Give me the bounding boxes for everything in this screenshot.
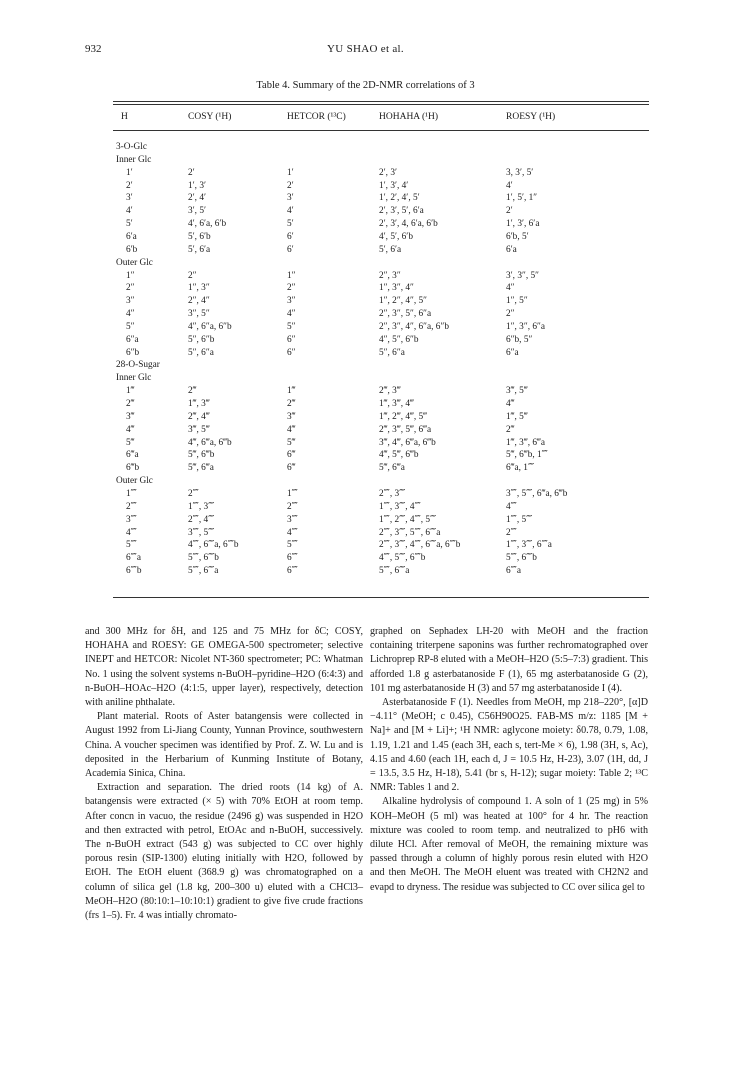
table-cell: 1⁗, 3⁗, 4⁗ <box>379 501 421 512</box>
table-cell: 2′ <box>188 167 195 178</box>
table-cell: 2′ <box>287 180 294 191</box>
table-row-label: 1′ <box>126 167 133 178</box>
table-cell: 5⁗ <box>287 540 298 551</box>
table-cell: 1′, 2′, 4′, 5′ <box>379 193 420 204</box>
table-row-label: 5‴ <box>126 437 135 448</box>
table-cell: 1‴, 3‴ <box>188 399 210 409</box>
table-cell: 2⁗, 3⁗ <box>379 488 406 499</box>
paragraph: Plant material. Roots of Aster batangensis were collected in August 1992 from Li-Jiang County, Yunnan Province, southwestern China. A voucher specimen was identified by Prof. Z. W. Lu and is deposited in the Herbarium of Kunming Institute of Botany, Academia Sinica, China. <box>85 711 363 780</box>
table-cell: 3′, 3″, 5″ <box>506 270 540 281</box>
table-cell: 5‴, 6‴a <box>379 463 405 474</box>
table-cell: 2‴, 4‴ <box>188 411 210 422</box>
table-cell: 1⁗, 5⁗ <box>506 514 533 525</box>
table-row-label: 6⁗b <box>126 566 142 577</box>
table-cell: 6″b, 5″ <box>506 334 533 345</box>
table-cell: 4‴, 6‴a, 6‴b <box>188 437 232 448</box>
table-cell: 2′, 3′, 4, 6′a, 6′b <box>379 219 438 230</box>
table-group-label: Outer Glc <box>116 476 153 487</box>
table-cell: 6‴ <box>287 463 296 474</box>
table-cell: 5′, 6′a <box>379 244 402 255</box>
table-row-label: 1″ <box>126 270 135 281</box>
table-row-label: 2′ <box>126 180 133 191</box>
table-cell: 3″ <box>287 296 296 307</box>
table-top-rule-2 <box>113 104 649 105</box>
table-cell: 6‴ <box>287 450 296 461</box>
table-cell: 5′ <box>287 219 294 230</box>
paragraph: graphed on Sephadex LH-20 with MeOH and the fraction containing triterpene saponins was further rechromatographed over Lichroprep RP-8 eluted with a MeOH–H2O (5:5–7:3) gradient. This afforded 1.8 g asterbatanoside F (1), 65 mg asterbatanoside G (2), 101 mg asterbatanoside H (3) and 57 mg asterbatanoside I (4). <box>370 626 648 694</box>
table-cell: 3′ <box>287 193 294 204</box>
table-cell: 5⁗, 6⁗a <box>188 566 219 577</box>
table-group-label: 28-O-Sugar <box>116 360 160 371</box>
table-cell: 5″, 6″b <box>188 334 215 345</box>
col-header-hohaha: HOHAHA (¹H) <box>379 112 439 122</box>
table-cell: 6′ <box>287 231 294 242</box>
table-cell: 3⁗ <box>287 514 298 525</box>
table-cell: 2⁗ <box>188 488 199 499</box>
table-row-label: 3‴ <box>126 411 135 422</box>
body-right-column <box>370 625 648 895</box>
table-cell: 4‴ <box>287 424 296 435</box>
table-cell: 2′, 3′, 5′, 6′a <box>379 206 424 217</box>
table-cell: 2′ <box>506 206 513 217</box>
table-cell: 2″, 4″ <box>188 296 210 307</box>
table-cell: 5″ <box>287 321 296 332</box>
table-cell: 1″, 3″ <box>188 283 210 294</box>
table-cell: 1″, 3″, 4″ <box>379 283 414 294</box>
table-cell: 6′b, 5′ <box>506 231 529 242</box>
table-cell: 3‴ <box>287 411 296 422</box>
table-cell: 4⁗, 6⁗a, 6⁗b <box>188 540 239 551</box>
table-cell: 3⁗, 5⁗, 6‴a, 6‴b <box>506 488 568 499</box>
table-row-label: 6⁗a <box>126 553 141 564</box>
table-cell: 5″, 6″a <box>188 347 214 358</box>
table-cell: 3′, 5′ <box>188 206 207 217</box>
table-cell: 6′a <box>506 244 517 255</box>
table-cell: 5‴, 6‴b <box>188 450 215 461</box>
table-cell: 5′, 6′b <box>188 231 211 242</box>
col-header-hetcor: HETCOR (¹³C) <box>287 112 346 122</box>
table-cell: 3⁗, 5⁗ <box>188 527 215 538</box>
page-number: 932 <box>85 43 102 55</box>
table-cell: 2⁗ <box>287 501 298 512</box>
table-cell: 4⁗ <box>287 527 298 538</box>
table-cell: 2‴ <box>287 399 296 409</box>
table-cell: 2⁗, 3⁗, 5⁗, 6⁗a <box>379 527 441 538</box>
table-cell: 5′, 6′a <box>188 244 211 255</box>
table-cell: 5″, 6″a <box>379 347 405 358</box>
table-row-label: 2‴ <box>126 399 135 409</box>
table-cell: 4′, 5′, 6′b <box>379 231 413 242</box>
table-cell: 1⁗, 2⁗, 4⁗, 5⁗ <box>379 514 437 525</box>
table-group-label: Inner Glc <box>116 373 152 384</box>
table-cell: 1″, 2″, 4″, 5″ <box>379 296 428 307</box>
table-row-label: 6′a <box>126 231 137 242</box>
table-cell: 6″ <box>287 334 296 345</box>
table-row-label: 4″ <box>126 309 135 320</box>
table-cell: 4′ <box>287 206 294 217</box>
paragraph: Extraction and separation. The dried roots (14 kg) of A. batangensis were extracted (× 5) with 70% EtOH at room temp. After concn in vacuo, the residue (2496 g) was suspended in H2O and then extracted with petrol, EtOAc and n-BuOH, successively. The n-BuOH extract (543 g) was subjected to CC over highly porous resin (SIP-1300) eluting initially with H2O, followed by EtOH. The EtOH eluent (368.9 g) was chromatographed on a column of silica gel (1.8 kg, 200–300 u) eluted with a CHCl3–MeOH–H2O (80:10:1–10:10:1) gradient to give five crude fractions (frs 1–5). Fr. 4 was intially chromato- <box>85 782 363 922</box>
table-cell: 4′ <box>506 180 513 191</box>
table-cell: 3″, 5″ <box>188 309 210 320</box>
table-row-label: 3″ <box>126 296 135 307</box>
table-cell: 5⁗, 6⁗a <box>379 566 410 577</box>
table-cell: 2″, 3″ <box>379 270 401 281</box>
table-cell: 2‴, 3‴, 5‴, 6‴a <box>379 424 432 435</box>
table-cell: 2″ <box>506 309 515 320</box>
table-cell: 1‴ <box>287 386 296 397</box>
table-cell: 6⁗a <box>506 566 521 577</box>
running-head: YU SHAO et al. <box>327 43 404 55</box>
table-cell: 1‴, 2‴, 4‴, 5‴ <box>379 411 428 422</box>
paragraph: Alkaline hydrolysis of compound 1. A soln of 1 (25 mg) in 5% KOH–MeOH (5 ml) was heated at 100° for 4 hr. The reaction mixture was cooled to room temp. and neutralized to pH6 with dilute HCl. After removal of MeOH, the remaining mixture was passed through a column of highly porous resin eluted with H2O and then MeOH. The MeOH eluent was treated with CH2N2 and evapd to dryness. The residue was subjected to CC over silica gel to <box>370 796 648 893</box>
table-cell: 2⁗ <box>506 527 517 538</box>
table-caption: Table 4. Summary of the 2D-NMR correlations of 3 <box>256 80 475 91</box>
table-group-label: Outer Glc <box>116 257 153 268</box>
table-cell: 5‴ <box>287 437 296 448</box>
table-cell: 4″, 5″, 6″b <box>379 334 419 345</box>
table-cell: 2‴ <box>188 386 197 397</box>
table-cell: 4⁗ <box>506 501 517 512</box>
table-cell: 5⁗, 6⁗b <box>188 553 219 564</box>
paragraph: and 300 MHz for δH, and 125 and 75 MHz for δC; COSY, HOHAHA and ROESY: GE OMEGA-500 spectrometer; selective INEPT and HETCOR: Nicolet NT-360 spectrometer; PC: Whatman No. 1 using the solvent systems n-BuOH–pyridine–H2O (6:4:3) and n-BuOH–HOAc–H2O (4:1:5, upper layer), respectively, detection with aniline phthalate. <box>85 626 363 709</box>
table-cell: 2′, 3′ <box>379 167 398 178</box>
table-cell: 1‴, 5‴ <box>506 411 528 422</box>
table-cell: 2′, 4′ <box>188 193 207 204</box>
table-cell: 1″, 3″, 6″a <box>506 321 545 332</box>
table-cell: 2″, 3″, 4″, 6″a, 6″b <box>379 321 449 332</box>
table-cell: 3, 3′, 5′ <box>506 167 534 178</box>
table-cell: 6″a <box>506 347 519 358</box>
table-row-label: 1‴ <box>126 386 135 397</box>
table-cell: 3‴, 5‴ <box>506 386 528 397</box>
table-cell: 1′, 3′, 6′a <box>506 219 540 230</box>
table-cell: 1′, 3′, 4′ <box>379 180 409 191</box>
table-cell: 1‴, 3‴, 6‴a <box>506 437 545 448</box>
table-cell: 2‴, 3‴ <box>379 386 401 397</box>
table-row-label: 5″ <box>126 321 135 332</box>
table-cell: 2″ <box>287 283 296 294</box>
table-cell: 1′ <box>287 167 294 178</box>
table-row-label: 6″a <box>126 334 139 345</box>
table-cell: 1‴, 3‴, 4‴ <box>379 399 414 409</box>
table-cell: 6′ <box>287 244 294 255</box>
table-row-label: 6‴b <box>126 463 140 474</box>
table-cell: 5‴, 6‴b, 1⁗ <box>506 450 548 461</box>
table-cell: 5⁗, 6⁗b <box>506 553 537 564</box>
table-row-label: 3′ <box>126 193 133 204</box>
table-cell: 1′, 3′ <box>188 180 207 191</box>
table-row-label: 1⁗ <box>126 488 137 499</box>
table-cell: 2″ <box>188 270 197 281</box>
table-cell: 1″ <box>287 270 296 281</box>
table-row-label: 5′ <box>126 219 133 230</box>
paragraph: Asterbatanoside F (1). Needles from MeOH, mp 218–220°, [α]D −4.11° (MeOH; c 0.45), C56H90O25. FAB-MS m/z: 1185 [M + Na]+ and [M + Li]+; ¹H NMR: aglycone moiety: δ0.78, 0.79, 1.08, 1.19, 1.21 and 1.45 (each 3H, each s, tert-Me × 6), 1.98 (3H, s, Ac), 4.15 and 4.60 (each 1H, each d, J = 10.5 Hz, H-23), 3.07 (1H, dd, J = 13.5, 3.5 Hz, H-18), 5.41 (br s, H-12); sugar moiety: Table 2; ¹³C NMR: Tables 1 and 2. <box>370 697 648 794</box>
table-row-label: 2″ <box>126 283 135 294</box>
table-cell: 4‴ <box>506 399 515 409</box>
table-row-label: 6″b <box>126 347 140 358</box>
table-cell: 2‴ <box>506 424 515 435</box>
table-cell: 1⁗ <box>287 488 298 499</box>
table-cell: 4″ <box>506 283 515 294</box>
table-cell: 1⁗, 3⁗ <box>188 501 215 512</box>
table-row-label: 2⁗ <box>126 501 137 512</box>
table-row-label: 6‴a <box>126 450 139 461</box>
table-cell: 1″, 5″ <box>506 296 528 307</box>
table-header-rule <box>113 130 649 131</box>
table-cell: 6‴a, 1⁗ <box>506 463 535 474</box>
table-cell: 6⁗ <box>287 553 298 564</box>
table-cell: 2⁗, 3⁗, 4⁗, 6⁗a, 6⁗b <box>379 540 461 551</box>
table-cell: 4″ <box>287 309 296 320</box>
table-bottom-rule <box>113 597 649 598</box>
col-header-cosy: COSY (¹H) <box>188 112 232 122</box>
table-cell: 5‴, 6‴a <box>188 463 214 474</box>
table-top-rule <box>113 101 649 102</box>
table-cell: 4″, 6″a, 6″b <box>188 321 232 332</box>
table-cell: 2″, 3″, 5″, 6″a <box>379 309 432 320</box>
table-group-label: Inner Glc <box>116 154 152 165</box>
table-row-label: 4′ <box>126 206 133 217</box>
table-cell: 2⁗, 4⁗ <box>188 514 215 525</box>
body-left-column <box>85 625 363 923</box>
table-cell: 6″ <box>287 347 296 358</box>
table-row-label: 4‴ <box>126 424 135 435</box>
table-cell: 1′, 5′, 1″ <box>506 193 538 204</box>
table-group-label: 3-O-Glc <box>116 142 147 152</box>
table-cell: 4′, 6′a, 6′b <box>188 219 227 230</box>
table-cell: 6⁗ <box>287 566 298 577</box>
col-header-roesy: ROESY (¹H) <box>506 112 556 122</box>
table-cell: 4‴, 5‴, 6‴b <box>379 450 419 461</box>
table-cell: 3‴, 4‴, 6‴a, 6‴b <box>379 437 436 448</box>
table-cell: 3‴, 5‴ <box>188 424 210 435</box>
col-header-h: H <box>121 112 128 122</box>
table-row-label: 3⁗ <box>126 514 137 525</box>
table-row-label: 4⁗ <box>126 527 137 538</box>
table-row-label: 6′b <box>126 244 138 255</box>
table-cell: 4⁗, 5⁗, 6⁗b <box>379 553 426 564</box>
table-cell: 1⁗, 3⁗, 6⁗a <box>506 540 552 551</box>
table-row-label: 5⁗ <box>126 540 137 551</box>
